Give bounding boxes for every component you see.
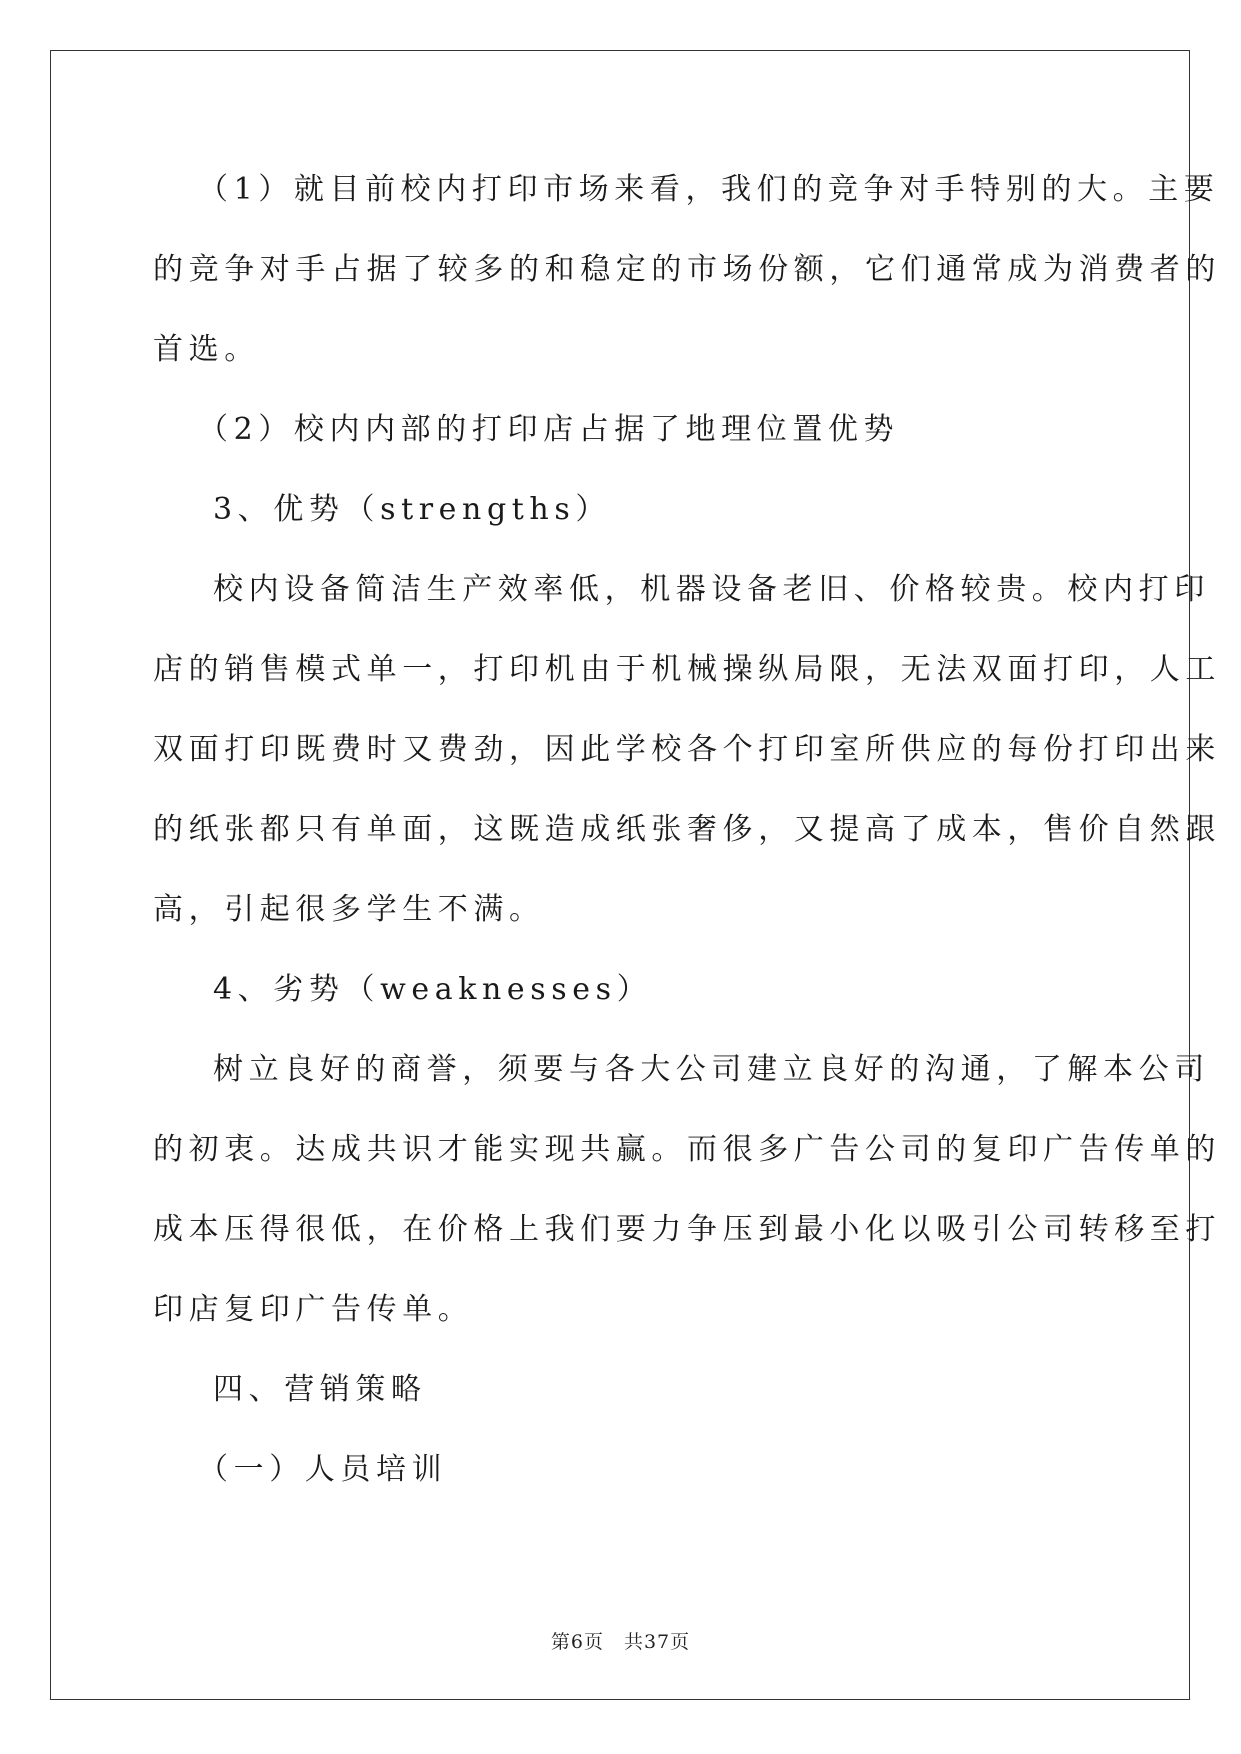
page-footer (0, 1630, 1241, 1654)
subsection-heading: （一）人员培训 (198, 1452, 448, 1487)
paragraph-line: 校内设备简洁生产效率低，机器设备老旧、价格较贵。校内打印 (213, 572, 1210, 607)
section-heading: 四、营销策略 (213, 1372, 427, 1407)
section-heading: 3、优势（strengths） (213, 492, 611, 527)
paragraph-line: 的竞争对手占据了较多的和稳定的市场份额，它们通常成为消费者的 (153, 252, 1221, 287)
paragraph-line: （1）就目前校内打印市场来看，我们的竞争对手特别的大。主要 (198, 172, 1220, 207)
page-number: 第6页 共37页 (550, 1631, 691, 1653)
paragraph-line: 双面打印既费时又费劲，因此学校各个打印室所供应的每份打印出来 (153, 732, 1221, 767)
paragraph-line: 印店复印广告传单。 (153, 1292, 474, 1327)
paragraph-line: 店的销售模式单一，打印机由于机械操纵局限，无法双面打印，人工 (153, 652, 1221, 687)
paragraph-line: 的纸张都只有单面，这既造成纸张奢侈，又提高了成本，售价自然跟 (153, 812, 1221, 847)
paragraph-line: 的初衷。达成共识才能实现共赢。而很多广告公司的复印广告传单的 (153, 1132, 1221, 1167)
paragraph-line: 树立良好的商誉，须要与各大公司建立良好的沟通，了解本公司 (213, 1052, 1210, 1087)
paragraph-line: 高，引起很多学生不满。 (153, 892, 545, 927)
paragraph-line: （2）校内内部的打印店占据了地理位置优势 (198, 412, 900, 447)
section-heading: 4、劣势（weaknesses） (213, 972, 653, 1007)
paragraph-line: 首选。 (153, 332, 260, 367)
paragraph-line: 成本压得很低，在价格上我们要力争压到最小化以吸引公司转移至打 (153, 1212, 1221, 1247)
